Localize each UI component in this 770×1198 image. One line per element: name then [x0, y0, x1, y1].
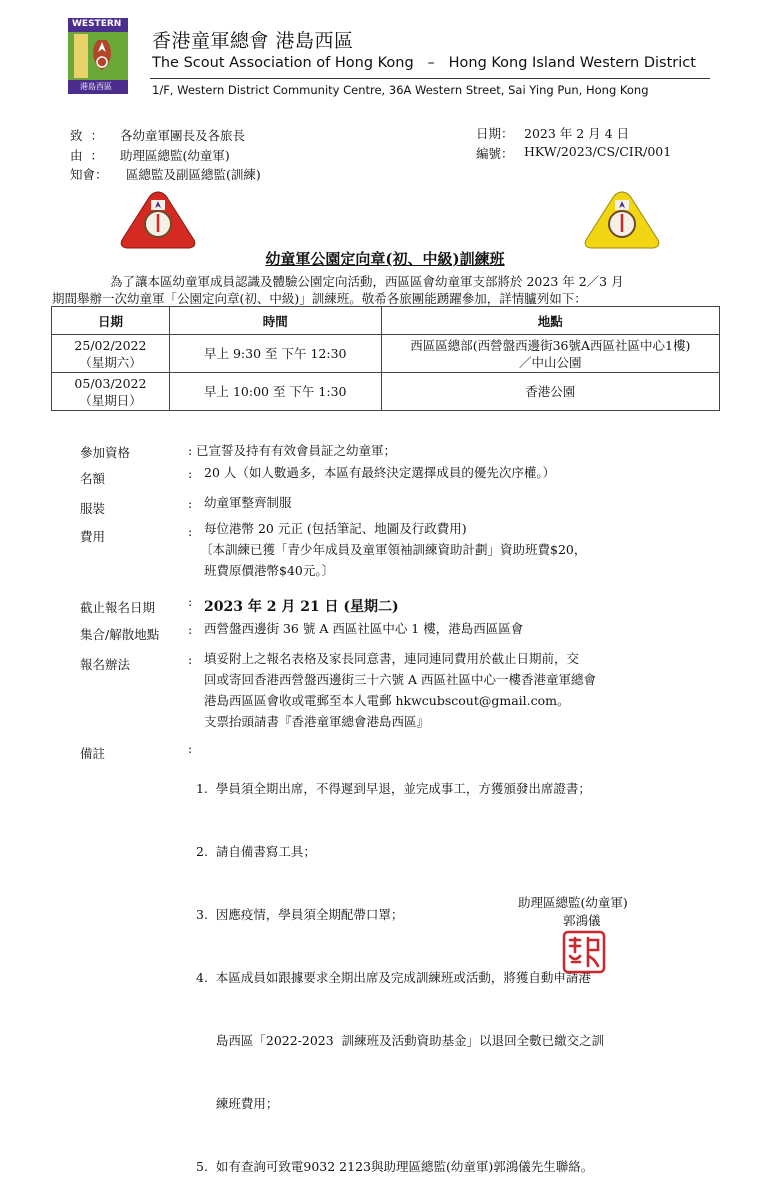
ref-label: 編號：: [476, 146, 514, 161]
header-venue: 地點: [381, 307, 719, 335]
colon: :: [188, 594, 193, 609]
signatory-title: 助理區總監(幼童軍): [518, 895, 628, 910]
yellow-orienteering-badge-icon: [582, 190, 662, 250]
list-item: 4. 本區成員如跟據要求全期出席及完成訓練班或活動，將獲自動申請港: [196, 970, 591, 985]
remarks-label: 備註: [80, 746, 106, 761]
intro-line-2: 期間舉辦一次幼童軍「公園定向章(初、中級)」訓練班。敬希各旅團能踴躍參加，詳情臚列如下：: [52, 291, 587, 306]
fee-value: 每位港幣 20 元正 (包括筆記、地圖及行政費用): [204, 521, 467, 536]
session-time: 早上 9:30 至 下午 12:30: [169, 335, 381, 373]
schedule-header-row: [52, 307, 720, 335]
method-label: 報名辦法: [80, 657, 131, 672]
colon: :: [188, 443, 193, 458]
from-label: 由 ：: [70, 148, 103, 163]
quota-value: 20 人（如人數過多，本區有最終決定選擇成員的優先次序權。）: [204, 465, 556, 480]
method-line: 填妥附上之報名表格及家長同意書，連同連同費用於截止日期前，交: [204, 651, 580, 666]
deadline-label: 截止報名日期: [80, 600, 156, 615]
table-row: [52, 373, 720, 411]
red-seal-stamp-icon: [562, 930, 606, 974]
cc-value: 區總監及副區總監(訓練): [126, 167, 261, 182]
to-label: 致 ：: [70, 128, 103, 143]
colon: :: [188, 524, 193, 539]
schedule-table: [51, 306, 720, 411]
list-item: 1. 學員須全期出席，不得遲到早退，並完成事工，方獲頒發出席證書；: [196, 781, 591, 796]
from-value: 助理區總監(幼童軍): [120, 148, 230, 163]
remarks-list: [196, 736, 604, 1198]
fee-subsidy-note-2: 班費原價港幣$40元。〕: [204, 563, 335, 578]
logo-text-bottom: 港島西區: [80, 82, 112, 91]
intro-line-1: 為了讓本區幼童軍成員認識及體驗公園定向活動，西區區會幼童軍支部將於 2023 年 2／3 月: [110, 274, 624, 289]
table-row: [52, 335, 720, 373]
fee-subsidy-note-1: 〔本訓練已獲「青少年成員及童軍領袖訓練資助計劃」資助班費$20，: [200, 542, 587, 557]
red-orienteering-badge-icon: [118, 190, 198, 250]
quota-label: 名額: [80, 471, 106, 486]
to-value: 各幼童軍團長及各旅長: [120, 128, 246, 143]
org-name-english: The Scout Association of Hong Kong – Hong Kong Island Western District: [152, 55, 696, 71]
colon: :: [188, 741, 193, 756]
method-line: 支票抬頭請書『香港童軍總會港島西區』: [204, 714, 430, 729]
session-date: 25/02/2022 （星期六）: [52, 335, 170, 373]
fee-label: 費用: [80, 529, 106, 544]
colon: :: [188, 496, 193, 511]
method-line: 港島西區區會收或電郵至本人電郵 hkwcubscout@gmail.com。: [204, 693, 570, 708]
session-venue: 西區區總部(西營盤西邊街36號A西區社區中心1樓) ／中山公園: [381, 335, 719, 373]
header-date: 日期: [52, 307, 170, 335]
list-item: 3. 因應疫情，學員須全期配帶口罩；: [196, 907, 404, 922]
header-divider: [150, 78, 710, 79]
colon: :: [188, 652, 193, 667]
list-item: 練班費用；: [196, 1096, 279, 1111]
signatory-name: 郭鴻儀: [563, 913, 601, 928]
org-name-chinese: 香港童軍總會 港島西區: [152, 30, 354, 52]
cc-label: 知會：: [70, 167, 108, 182]
list-item: 5. 如有查詢可致電9032 2123與助理區總監(幼童軍)郭鴻儀先生聯絡。: [196, 1159, 594, 1174]
method-line: 回或寄回香港西營盤西邊街三十六號 A 西區社區中心一樓香港童軍總會: [204, 672, 596, 687]
eligibility-value: 已宣誓及持有有效會員証之幼童軍；: [196, 443, 397, 458]
deadline-value: 2023 年 2 月 21 日 (星期二): [204, 599, 399, 615]
session-date: 05/03/2022 （星期日）: [52, 373, 170, 411]
org-address: 1/F, Western District Community Centre, 36A Western Street, Sai Ying Pun, Hong Kong: [152, 83, 649, 97]
uniform-value: 幼童軍整齊制服: [204, 495, 292, 510]
session-venue: 香港公園: [381, 373, 719, 411]
uniform-label: 服裝: [80, 501, 106, 516]
list-item: 2. 請自備書寫工具；: [196, 844, 316, 859]
eligibility-label: 參加資格: [80, 445, 131, 460]
list-item: 島西區「2022-2023 訓練班及活動資助基金」以退回全數已繳交之訓: [196, 1033, 605, 1048]
logo-text-top: WESTERN: [72, 19, 122, 29]
header-time: 時間: [169, 307, 381, 335]
colon: :: [188, 466, 193, 481]
colon: :: [188, 622, 193, 637]
ref-value: HKW/2023/CS/CIR/001: [524, 144, 672, 159]
session-time: 早上 10:00 至 下午 1:30: [169, 373, 381, 411]
assembly-label: 集合/解散地點: [80, 627, 160, 642]
assembly-value: 西營盤西邊街 36 號 A 西區社區中心 1 樓，港島西區區會: [204, 621, 524, 636]
date-value: 2023 年 2 月 4 日: [524, 126, 630, 141]
date-label: 日期：: [476, 126, 514, 141]
method-text: [204, 648, 596, 732]
circular-title: 幼童軍公園定向章(初、中級)訓練班: [265, 250, 505, 268]
